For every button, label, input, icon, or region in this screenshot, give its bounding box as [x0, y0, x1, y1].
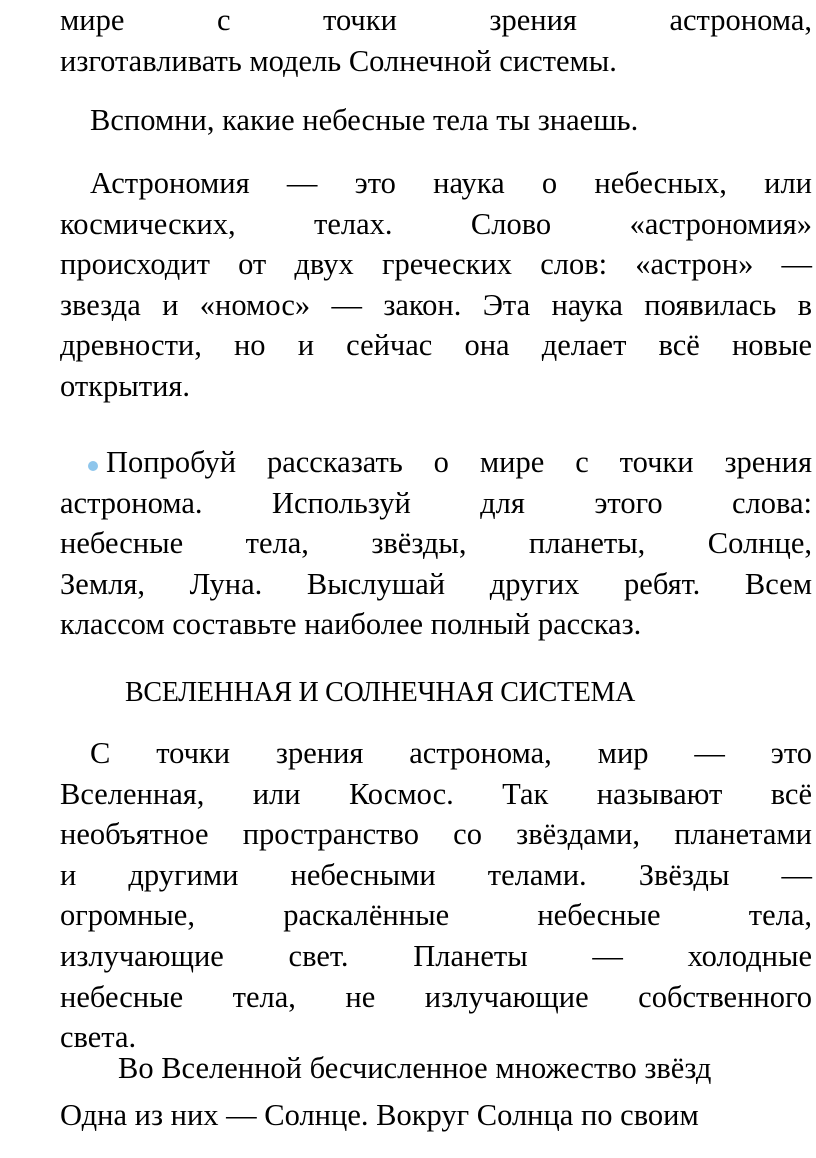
stars-paragraph — [60, 1048, 812, 1135]
text-line: изготавливать модель Солнечной системы. — [60, 43, 617, 78]
universe-paragraph — [60, 733, 812, 1058]
astronomy-paragraph — [60, 163, 812, 407]
text-line: огромные, раскалённые небесные тела, — [60, 898, 812, 933]
text-line: излучающие свет. Планеты — холодные — [60, 938, 812, 973]
text-line — [60, 442, 812, 483]
text-line: необъятное пространство со звёздами, планетами — [60, 817, 812, 852]
text-line: света. — [60, 1020, 137, 1055]
task-first-line: Попробуй рассказать о мире с точки зрения — [106, 445, 812, 479]
text-line: Одна из них — Солнце. Вокруг Солнца по своим — [60, 1097, 699, 1132]
bullet-dot-icon — [88, 461, 98, 471]
text-line: происходит от двух греческих слов: «астрон» — — [60, 247, 812, 282]
remember-prompt — [60, 100, 812, 141]
text-line: С точки зрения астронома, мир — это — [90, 736, 812, 770]
text-line: мире с точки зрения астронома, — [60, 3, 812, 37]
text-line: Во Вселенной бесчисленное множество звёзд — [118, 1051, 712, 1085]
text-line: открытия. — [60, 368, 191, 403]
intro-paragraph — [60, 0, 812, 81]
text-line: и другими небесными телами. Звёзды — — [60, 857, 812, 892]
section-heading — [60, 673, 812, 713]
text-line: небесные тела, не излучающие собственного — [60, 979, 812, 1014]
text-line: древности, но и сейчас она делает всё новые — [60, 328, 812, 363]
heading-text: ВСЕЛЕННАЯ И СОЛНЕЧНАЯ СИСТЕМА — [125, 677, 636, 708]
text-line: Вселенная, или Космос. Так называют всё — [60, 776, 812, 811]
text-line: Астрономия — это наука о небесных, или — [90, 166, 812, 200]
text-line: Вспомни, какие небесные тела ты знаешь. — [90, 103, 639, 137]
text-line: небесные тела, звёзды, планеты, Солнце, — [60, 526, 812, 561]
text-line: космических, телах. Слово «астрономия» — [60, 206, 812, 241]
text-line: Земля, Луна. Выслушай других ребят. Всем — [60, 566, 812, 601]
text-line: классом составьте наиболее полный рассказ. — [60, 607, 642, 642]
task-paragraph — [60, 442, 812, 645]
text-line: астронома. Используй для этого слова: — [60, 485, 812, 520]
text-line: звезда и «номос» — закон. Эта наука появилась в — [60, 287, 812, 322]
